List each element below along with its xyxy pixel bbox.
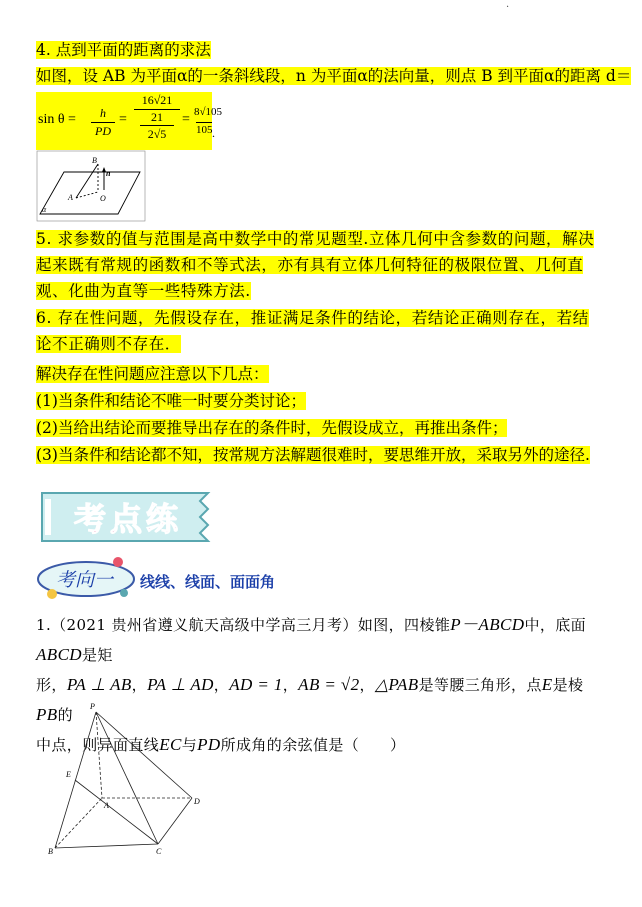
fig2-label-a: A	[104, 801, 109, 810]
formula-inner-num: 21	[151, 110, 163, 124]
tip-1-text: (1)当条件和结论不唯一时要分类讨论；	[36, 392, 306, 410]
section4-heading-text: 4. 点到平面的距离的求法	[36, 41, 211, 59]
q1-cond-3: AD = 1	[229, 675, 283, 694]
q1-xing: 形，	[36, 676, 67, 694]
pyramid-figure	[40, 700, 210, 860]
formula-frac1-bar	[91, 122, 115, 123]
q1-cond-4: AB = √2	[298, 675, 360, 694]
section6-text: 6. 存在性问题，先假设存在，推证满足条件的结论，若结论正确则存在，若结论不正确则不存在．	[36, 309, 589, 353]
formula-frac1-num: h	[100, 106, 106, 120]
formula-inner-den: 2√5	[147, 127, 167, 141]
formula-eq2: =	[182, 112, 190, 127]
banner-title: 考点练	[74, 500, 183, 538]
q1-point-e: E	[541, 675, 553, 694]
section4-intro	[36, 64, 631, 88]
formula-tail: .	[212, 126, 215, 140]
badge-text: 考向一	[56, 569, 114, 591]
q1-line2-d: 的	[57, 706, 73, 724]
q1-line2-b: 是等腰三角形，点	[418, 676, 542, 694]
q1-triangle: △PAB	[374, 675, 419, 694]
formula-frac3-den: 105	[196, 124, 213, 136]
topic-badge	[34, 553, 140, 603]
edge-bc	[55, 844, 158, 848]
section4-heading	[36, 38, 211, 62]
section6-tip-3	[36, 443, 590, 467]
formula-lhs: sin θ =	[38, 112, 76, 127]
fig2-label-b: B	[48, 847, 53, 856]
fig1-label-b: B	[92, 156, 97, 165]
topic-title: 线线、线面、面面角	[140, 573, 276, 591]
q1-cond-1: PA ⊥ AB	[66, 675, 132, 694]
q1-line3-a: 中点，则异面直线	[36, 736, 160, 754]
formula-frac3-num: 8√105	[194, 106, 223, 118]
formula-eq: =	[119, 112, 127, 127]
segment-ec	[75, 780, 158, 844]
q1-sep-2: ，	[213, 676, 230, 694]
section6-tips-heading-text: 解决存在性问题应注意以下几点：	[36, 365, 269, 383]
section6-paragraph	[36, 305, 602, 357]
section4-intro-text: 如图，设 AB 为平面α的一条斜线段，n 为平面α的法向量，则点 B 到平面α的距离 d＝	[36, 67, 632, 85]
q1-pd: PD	[197, 735, 221, 754]
edge-ab	[55, 798, 102, 848]
q1-ec: EC	[159, 735, 182, 754]
fig2-label-c: C	[156, 847, 162, 856]
fig2-label-e: E	[66, 770, 71, 779]
section6-tip-1	[36, 389, 306, 413]
fig1-label-n: n	[106, 169, 111, 178]
q1-end: 是矩	[81, 646, 113, 664]
q1-line3-b: 与	[181, 736, 198, 754]
fig1-label-o: O	[100, 194, 106, 203]
fig2-label-p: P	[90, 702, 95, 711]
section6-tip-2	[36, 416, 507, 440]
q1-edge-pb: PB	[36, 705, 58, 724]
q1-line3-c: 所成角的余弦值是（ ）	[220, 736, 406, 754]
formula-frac1-den: PD	[95, 124, 111, 138]
q1-line2-c: 是棱	[552, 676, 584, 694]
section6-tips-heading	[36, 362, 269, 386]
formula-inner-bar	[140, 125, 174, 126]
plane-distance-figure	[36, 150, 146, 222]
figure1-frame	[37, 151, 145, 221]
fig1-label-a: A	[68, 193, 73, 202]
edge-cd	[158, 798, 192, 844]
badge-dot-teal-icon	[120, 589, 128, 597]
section5-paragraph	[36, 226, 602, 304]
q1-base: ABCD	[36, 645, 82, 664]
distance-formula	[36, 92, 223, 150]
fig2-label-d: D	[194, 797, 200, 806]
q1-line-1	[36, 610, 604, 670]
edge-pa	[96, 712, 102, 798]
q1-sep-3: ，	[282, 676, 299, 694]
q1-sep-1: ，	[131, 676, 148, 694]
q1-prefix: 1.（2021 贵州省遵义航天高级中学高三月考）如图，四棱锥	[36, 616, 451, 634]
formula-big-num: 16√21	[141, 93, 173, 107]
q1-cond-2: PA ⊥ AD	[147, 675, 214, 694]
edge-pc	[96, 712, 158, 844]
q1-pyramid: P－ABCD	[450, 615, 525, 634]
fig1-label-alpha: α	[42, 205, 47, 214]
badge-dot-red-icon	[113, 557, 123, 567]
tip-2-text: (2)当给出结论而要推导出存在的条件时，先假设成立，再推出条件；	[36, 419, 508, 437]
formula-frac3-bar	[196, 122, 212, 123]
section5-text: 5. 求参数的值与范围是高中数学中的常见题型.立体几何中含参数的问题，解决起来既有常规的函数和不等式法，亦有具有立体几何特征的极限位置、几何直观、化曲为直等一些特殊方法.	[36, 230, 595, 300]
tip-3-text: (3)当条件和结论都不知，按常规方法解题很难时，要思维开放，采取另外的途径.	[36, 446, 590, 464]
practice-banner	[34, 487, 214, 547]
q1-sep-4: ，	[359, 676, 375, 694]
corner-mark: ·	[506, 2, 510, 13]
q1-mid: 中，底面	[524, 616, 587, 634]
edge-pd	[96, 712, 192, 798]
